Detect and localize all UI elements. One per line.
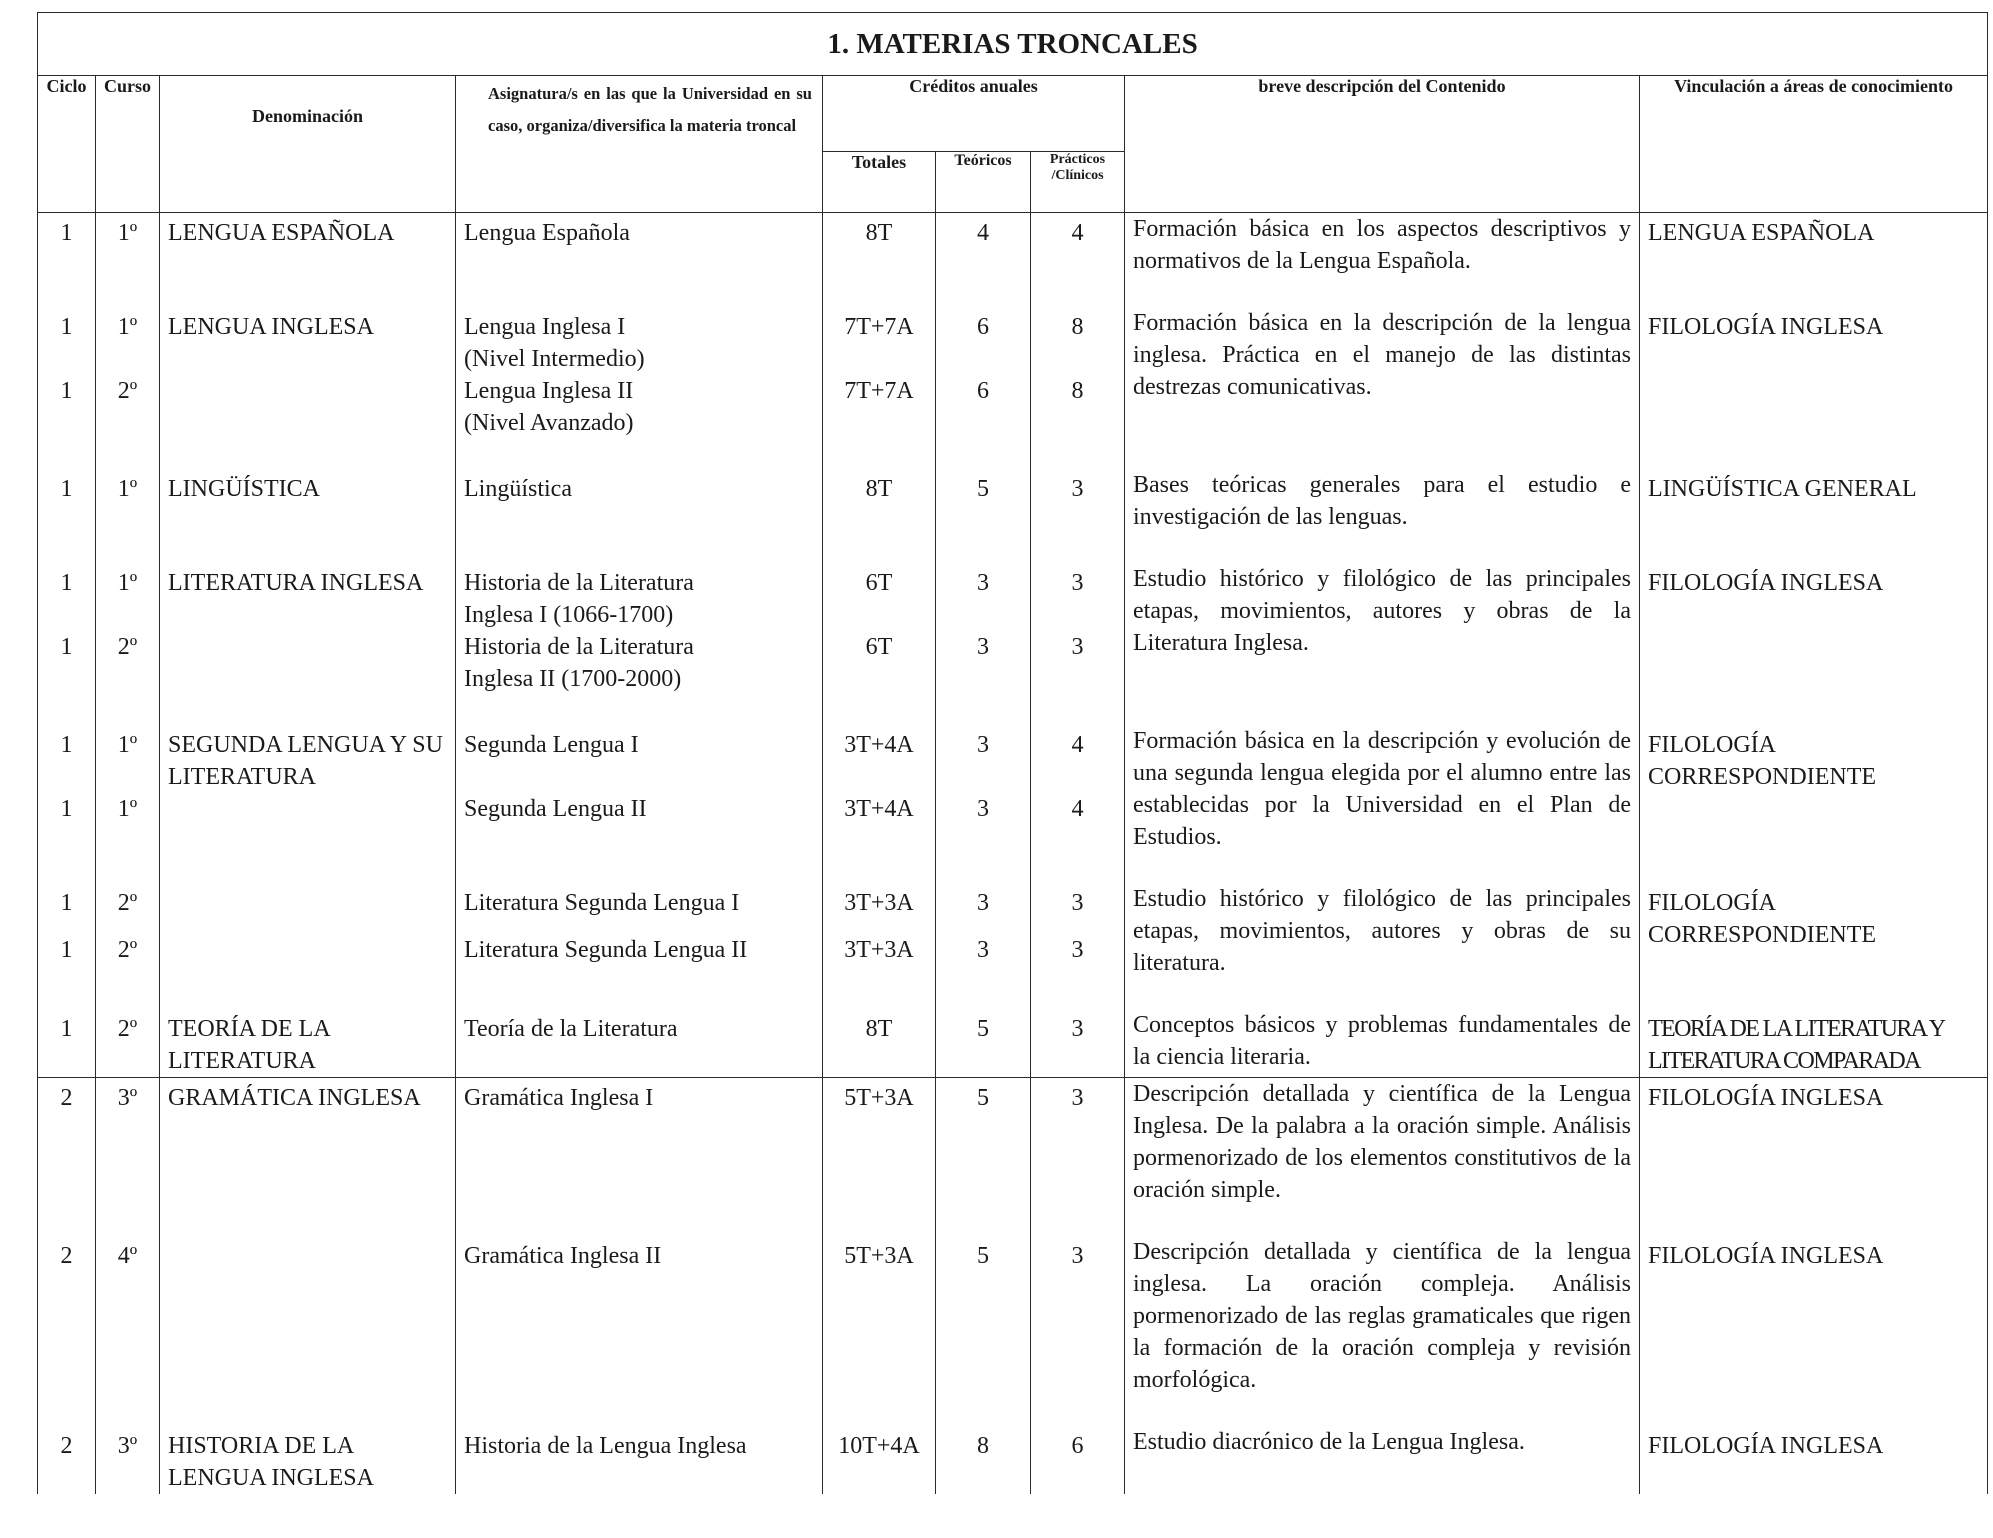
- spacer-cell: [456, 277, 823, 307]
- practicos-cell: 3: [1031, 1236, 1125, 1396]
- teoricos-cell: 3: [936, 883, 1031, 934]
- descripcion-cell: Formación básica en la descripción y evolución de una segunda lengua elegida por el alumno entre las establecidas por la Universidad en el Plan de Estudios.: [1125, 725, 1640, 853]
- document-page: [37, 12, 1987, 1532]
- table-row: [38, 563, 1988, 631]
- practicos-cell: 3: [1031, 1009, 1125, 1078]
- ciclo-cell: 1: [38, 307, 96, 375]
- ciclo-cell: 1: [38, 1009, 96, 1078]
- practicos-cell: 4: [1031, 793, 1125, 853]
- spacer-cell: [936, 979, 1031, 1009]
- spacer-cell: [160, 695, 456, 725]
- spacer-cell: [1031, 277, 1125, 307]
- spacer-cell: [160, 1396, 456, 1426]
- table-row: [38, 1236, 1988, 1396]
- asignatura-line: Historia de la Literatura: [464, 634, 694, 660]
- spacer-cell: [1031, 853, 1125, 883]
- spacer-cell: [96, 277, 160, 307]
- totales-cell: 7T+7A: [823, 307, 936, 375]
- teoricos-cell: 3: [936, 631, 1031, 695]
- practicos-cell: 3: [1031, 469, 1125, 533]
- asignatura-line-2: (Nivel Avanzado): [464, 410, 634, 436]
- ciclo-cell: 1: [38, 793, 96, 853]
- denominacion-cell: LITERATURA INGLESA: [160, 563, 456, 695]
- spacer-cell: [38, 1206, 96, 1236]
- totales-cell: 7T+7A: [823, 375, 936, 439]
- spacer-cell: [823, 1206, 936, 1236]
- totales-cell: 5T+3A: [823, 1236, 936, 1396]
- spacer-cell: [1640, 853, 1988, 883]
- ciclo-cell: 1: [38, 469, 96, 533]
- ciclo-cell: 1: [38, 631, 96, 695]
- spacer-cell: [456, 1206, 823, 1236]
- table-row: [38, 307, 1988, 375]
- spacer-cell: [38, 533, 96, 563]
- descripcion-cell: Formación básica en los aspectos descriptivos y normativos de la Lengua Española.: [1125, 213, 1640, 278]
- teoricos-cell: 3: [936, 725, 1031, 793]
- teoricos-cell: 5: [936, 1078, 1031, 1207]
- asignatura-cell: [456, 725, 823, 793]
- asignatura-line: Lengua Inglesa I: [464, 314, 626, 340]
- table-title: 1. MATERIAS TRONCALES: [38, 13, 1988, 76]
- descripcion-cell: Estudio diacrónico de la Lengua Inglesa.: [1125, 1426, 1640, 1494]
- spacer-cell: [1640, 533, 1988, 563]
- ciclo-cell: 1: [38, 563, 96, 631]
- asignatura-line-2: Inglesa II (1700-2000): [464, 666, 682, 692]
- spacer-cell: [823, 979, 936, 1009]
- area-cell: LENGUA ESPAÑOLA: [1640, 213, 1988, 278]
- spacer-cell: [936, 1206, 1031, 1236]
- asignatura-line: Gramática Inglesa II: [464, 1243, 662, 1269]
- area-cell: FILOLOGÍA CORRESPONDIENTE: [1640, 725, 1988, 853]
- spacer-cell: [936, 1396, 1031, 1426]
- asignatura-cell: [456, 1078, 823, 1207]
- asignatura-line: Historia de la Lengua Inglesa: [464, 1433, 747, 1459]
- area-cell: TEORÍA DE LA LITERATURA Y LITERATURA COMPARADA: [1640, 1009, 1988, 1078]
- spacer-cell: [1125, 1206, 1640, 1236]
- descripcion-cell: Estudio histórico y filológico de las principales etapas, movimientos, autores y obras de su literatura.: [1125, 883, 1640, 979]
- spacer-cell: [1031, 533, 1125, 563]
- spacer-cell: [1125, 1396, 1640, 1426]
- asignatura-line: Historia de la Literatura: [464, 570, 694, 596]
- spacer-cell: [936, 277, 1031, 307]
- spacer-cell: [1125, 853, 1640, 883]
- totales-cell: 5T+3A: [823, 1078, 936, 1207]
- spacer-row: [38, 1396, 1988, 1426]
- practicos-cell: 3: [1031, 1078, 1125, 1207]
- asignatura-cell: [456, 934, 823, 979]
- spacer-cell: [1125, 695, 1640, 725]
- ciclo-cell: 2: [38, 1426, 96, 1494]
- asignatura-line: Teoría de la Literatura: [464, 1016, 678, 1042]
- spacer-cell: [1125, 277, 1640, 307]
- table-row: [38, 1078, 1988, 1207]
- denominacion-cell: [160, 1236, 456, 1396]
- spacer-cell: [160, 1206, 456, 1236]
- spacer-cell: [1031, 439, 1125, 469]
- descripcion-cell: Descripción detallada y científica de la Lengua Inglesa. De la palabra a la oración simple. Análisis pormenorizado de los elementos constitutivos de la oración simple.: [1125, 1078, 1640, 1207]
- asignatura-cell: [456, 469, 823, 533]
- area-cell: LINGÜÍSTICA GENERAL: [1640, 469, 1988, 533]
- spacer-cell: [1640, 1396, 1988, 1426]
- asignatura-cell: [456, 307, 823, 375]
- curso-cell: 2º: [96, 1009, 160, 1078]
- ciclo-cell: 1: [38, 375, 96, 439]
- header-vinculacion: Vinculación a áreas de conocimiento: [1640, 76, 1988, 213]
- descripcion-cell: Formación básica en la descripción de la lengua inglesa. Práctica en el manejo de las distintas destrezas comunicativas.: [1125, 307, 1640, 439]
- spacer-cell: [1640, 439, 1988, 469]
- spacer-row: [38, 853, 1988, 883]
- denominacion-cell: SEGUNDA LENGUA Y SU LITERATURA: [160, 725, 456, 853]
- denominacion-cell: TEORÍA DE LA LITERATURA: [160, 1009, 456, 1078]
- denominacion-cell: LENGUA INGLESA: [160, 307, 456, 439]
- spacer-cell: [1125, 439, 1640, 469]
- area-cell: FILOLOGÍA INGLESA: [1640, 307, 1988, 439]
- spacer-cell: [1031, 1206, 1125, 1236]
- denominacion-cell: GRAMÁTICA INGLESA: [160, 1078, 456, 1207]
- asignatura-line: Lengua Española: [464, 220, 630, 246]
- header-denominacion: Denominación: [160, 76, 456, 213]
- area-cell: FILOLOGÍA INGLESA: [1640, 563, 1988, 695]
- totales-cell: 8T: [823, 469, 936, 533]
- practicos-cell: 8: [1031, 307, 1125, 375]
- spacer-cell: [456, 979, 823, 1009]
- spacer-cell: [1640, 695, 1988, 725]
- spacer-cell: [1031, 1396, 1125, 1426]
- descripcion-cell: Descripción detallada y científica de la lengua inglesa. La oración compleja. Análisis pormenorizado de las reglas gramaticales que rigen la formación de la oración compleja y revisión morfológica.: [1125, 1236, 1640, 1396]
- spacer-cell: [38, 853, 96, 883]
- spacer-cell: [456, 1396, 823, 1426]
- spacer-cell: [823, 439, 936, 469]
- teoricos-cell: 3: [936, 563, 1031, 631]
- spacer-row: [38, 533, 1988, 563]
- spacer-cell: [823, 695, 936, 725]
- teoricos-cell: 8: [936, 1426, 1031, 1494]
- spacer-cell: [96, 853, 160, 883]
- spacer-cell: [160, 979, 456, 1009]
- curso-cell: 1º: [96, 307, 160, 375]
- asignatura-line-2: (Nivel Intermedio): [464, 346, 645, 372]
- spacer-cell: [1125, 533, 1640, 563]
- curso-cell: 3º: [96, 1426, 160, 1494]
- teoricos-cell: 3: [936, 934, 1031, 979]
- spacer-cell: [38, 979, 96, 1009]
- asignatura-cell: [456, 213, 823, 278]
- curso-cell: 1º: [96, 469, 160, 533]
- spacer-cell: [936, 853, 1031, 883]
- header-totales: Totales: [823, 152, 936, 213]
- spacer-cell: [38, 1396, 96, 1426]
- ciclo-cell: 1: [38, 725, 96, 793]
- curso-cell: 2º: [96, 934, 160, 979]
- materias-table: [37, 12, 1988, 1494]
- spacer-cell: [38, 277, 96, 307]
- teoricos-cell: 3: [936, 793, 1031, 853]
- spacer-cell: [160, 533, 456, 563]
- spacer-row: [38, 979, 1988, 1009]
- totales-cell: 3T+4A: [823, 793, 936, 853]
- table-row: [38, 469, 1988, 533]
- totales-cell: 6T: [823, 563, 936, 631]
- asignatura-cell: [456, 563, 823, 631]
- teoricos-cell: 5: [936, 469, 1031, 533]
- curso-cell: 2º: [96, 375, 160, 439]
- curso-cell: 1º: [96, 563, 160, 631]
- totales-cell: 3T+4A: [823, 725, 936, 793]
- ciclo-cell: 2: [38, 1078, 96, 1207]
- header-practicos: Prácticos /Clínicos: [1031, 152, 1125, 213]
- ciclo-cell: 1: [38, 883, 96, 934]
- spacer-cell: [823, 533, 936, 563]
- asignatura-line: Literatura Segunda Lengua II: [464, 936, 748, 963]
- spacer-cell: [38, 695, 96, 725]
- teoricos-cell: 6: [936, 375, 1031, 439]
- curso-cell: 1º: [96, 725, 160, 793]
- spacer-cell: [1640, 979, 1988, 1009]
- teoricos-cell: 5: [936, 1236, 1031, 1396]
- ciclo-cell: 2: [38, 1236, 96, 1396]
- header-curso: Curso: [96, 76, 160, 213]
- ciclo-cell: 1: [38, 934, 96, 979]
- curso-cell: 4º: [96, 1236, 160, 1396]
- practicos-cell: 3: [1031, 563, 1125, 631]
- spacer-cell: [456, 853, 823, 883]
- asignatura-cell: [456, 1236, 823, 1396]
- totales-cell: 8T: [823, 1009, 936, 1078]
- spacer-cell: [936, 695, 1031, 725]
- totales-cell: 3T+3A: [823, 883, 936, 934]
- descripcion-cell: Bases teóricas generales para el estudio e investigación de las lenguas.: [1125, 469, 1640, 533]
- spacer-cell: [1640, 1206, 1988, 1236]
- spacer-cell: [936, 533, 1031, 563]
- spacer-row: [38, 695, 1988, 725]
- spacer-cell: [96, 695, 160, 725]
- header-descripcion: breve descripción del Contenido: [1125, 76, 1640, 213]
- spacer-cell: [38, 439, 96, 469]
- header-creditos: Créditos anuales: [823, 76, 1125, 152]
- spacer-cell: [96, 979, 160, 1009]
- header-ciclo: Ciclo: [38, 76, 96, 213]
- curso-cell: 2º: [96, 631, 160, 695]
- spacer-cell: [1031, 979, 1125, 1009]
- curso-cell: 1º: [96, 213, 160, 278]
- spacer-cell: [823, 853, 936, 883]
- asignatura-line: Segunda Lengua II: [464, 795, 647, 822]
- spacer-cell: [823, 1396, 936, 1426]
- teoricos-cell: 5: [936, 1009, 1031, 1078]
- asignatura-cell: [456, 1426, 823, 1494]
- table-row: [38, 1426, 1988, 1494]
- descripcion-cell: Conceptos básicos y problemas fundamentales de la ciencia literaria.: [1125, 1009, 1640, 1078]
- asignatura-cell: [456, 1009, 823, 1078]
- asignatura-line: Lengua Inglesa II: [464, 378, 634, 404]
- spacer-row: [38, 277, 1988, 307]
- area-cell: FILOLOGÍA INGLESA: [1640, 1236, 1988, 1396]
- practicos-cell: 8: [1031, 375, 1125, 439]
- curso-cell: 1º: [96, 793, 160, 853]
- spacer-cell: [456, 439, 823, 469]
- asignatura-cell: [456, 793, 823, 853]
- header-teoricos: Teóricos: [936, 152, 1031, 213]
- spacer-cell: [823, 277, 936, 307]
- spacer-cell: [160, 439, 456, 469]
- totales-cell: 10T+4A: [823, 1426, 936, 1494]
- practicos-cell: 3: [1031, 934, 1125, 979]
- asignatura-line: Gramática Inglesa I: [464, 1085, 654, 1111]
- denominacion-cell: HISTORIA DE LA LENGUA INGLESA: [160, 1426, 456, 1494]
- spacer-cell: [96, 533, 160, 563]
- asignatura-line: Segunda Lengua I: [464, 732, 639, 758]
- spacer-cell: [96, 439, 160, 469]
- practicos-cell: 3: [1031, 883, 1125, 934]
- area-cell: FILOLOGÍA INGLESA: [1640, 1078, 1988, 1207]
- curso-cell: 2º: [96, 883, 160, 934]
- practicos-cell: 4: [1031, 725, 1125, 793]
- totales-cell: 6T: [823, 631, 936, 695]
- asignatura-line: Lingüística: [464, 476, 572, 502]
- denominacion-cell: LINGÜÍSTICA: [160, 469, 456, 533]
- area-cell: FILOLOGÍA INGLESA: [1640, 1426, 1988, 1494]
- table-row: [38, 213, 1988, 278]
- asignatura-line-2: Inglesa I (1066-1700): [464, 602, 674, 628]
- asignatura-cell: [456, 375, 823, 439]
- spacer-cell: [96, 1206, 160, 1236]
- spacer-row: [38, 1206, 1988, 1236]
- curso-cell: 3º: [96, 1078, 160, 1207]
- spacer-row: [38, 439, 1988, 469]
- table-row: [38, 1009, 1988, 1078]
- area-cell: FILOLOGÍA CORRESPONDIENTE: [1640, 883, 1988, 979]
- spacer-cell: [1031, 695, 1125, 725]
- teoricos-cell: 4: [936, 213, 1031, 278]
- spacer-cell: [160, 277, 456, 307]
- totales-cell: 3T+3A: [823, 934, 936, 979]
- table-body: [38, 213, 1988, 1495]
- table-row: [38, 883, 1988, 934]
- spacer-cell: [160, 853, 456, 883]
- practicos-cell: 6: [1031, 1426, 1125, 1494]
- asignatura-line: Literatura Segunda Lengua I: [464, 890, 740, 916]
- spacer-cell: [936, 439, 1031, 469]
- practicos-cell: 4: [1031, 213, 1125, 278]
- asignatura-cell: [456, 631, 823, 695]
- teoricos-cell: 6: [936, 307, 1031, 375]
- denominacion-cell: [160, 883, 456, 979]
- spacer-cell: [456, 695, 823, 725]
- header-asignatura: Asignatura/s en las que la Universidad en su caso, organiza/diversifica la materia troncal: [456, 76, 823, 213]
- spacer-cell: [96, 1396, 160, 1426]
- denominacion-cell: LENGUA ESPAÑOLA: [160, 213, 456, 278]
- asignatura-cell: [456, 883, 823, 934]
- spacer-cell: [1640, 277, 1988, 307]
- spacer-cell: [1125, 979, 1640, 1009]
- totales-cell: 8T: [823, 213, 936, 278]
- descripcion-cell: Estudio histórico y filológico de las principales etapas, movimientos, autores y obras de la Literatura Inglesa.: [1125, 563, 1640, 695]
- spacer-cell: [456, 533, 823, 563]
- table-row: [38, 725, 1988, 793]
- practicos-cell: 3: [1031, 631, 1125, 695]
- ciclo-cell: 1: [38, 213, 96, 278]
